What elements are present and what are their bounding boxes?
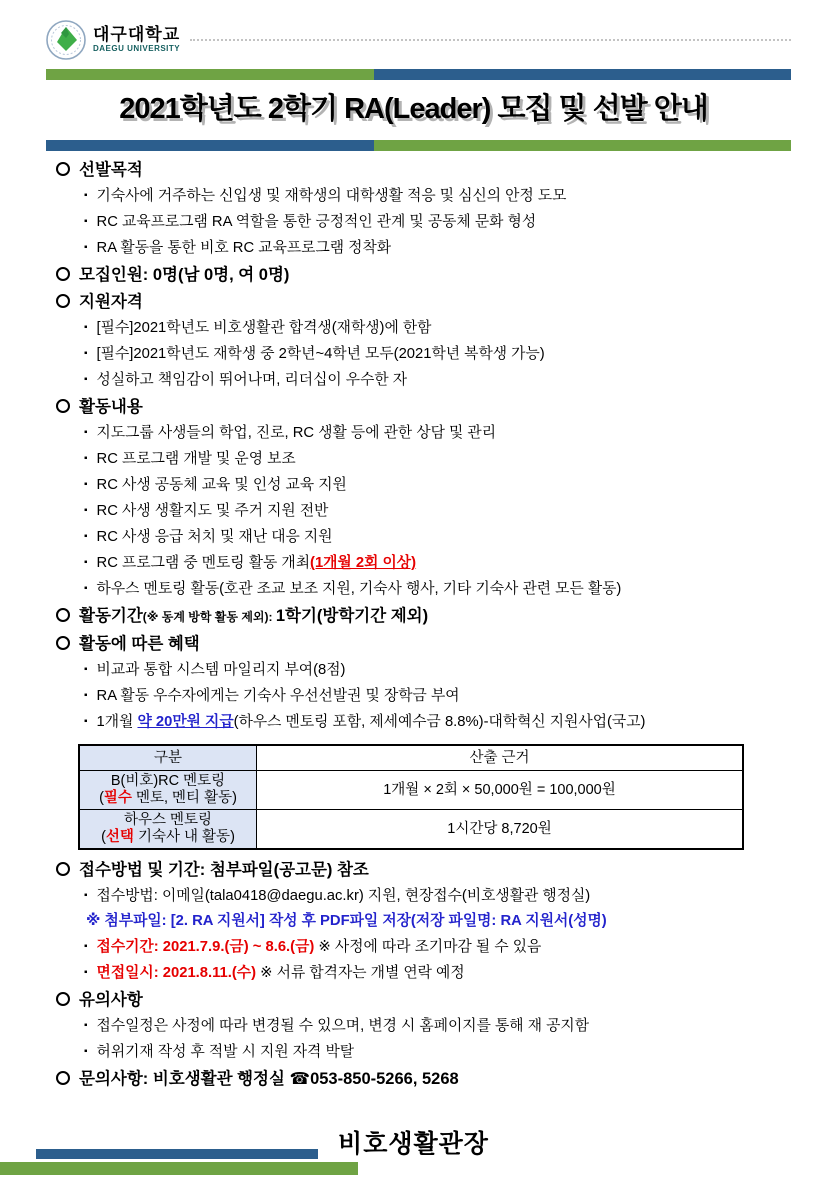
notice-item bbox=[56, 709, 789, 735]
notice-item bbox=[56, 341, 789, 367]
text-segment: 지도그룹 사생들의 학업, 진로, RC 생활 등에 관한 상담 및 관리 bbox=[96, 425, 497, 441]
notice-section-heading bbox=[56, 987, 789, 1013]
text-segment: (하우스 멘토링 포함, 제세예수금 8.8%)-대학혁신 지원사업(국고) bbox=[233, 714, 646, 730]
table-row bbox=[79, 771, 743, 810]
title-band-bottom bbox=[46, 140, 791, 151]
text-segment: RC 사생 공동체 교육 및 인성 교육 지원 bbox=[96, 477, 347, 493]
text-segment: 멘토, 멘티 활동) bbox=[131, 790, 237, 806]
university-name-en: DAEGU UNIVERSITY bbox=[93, 44, 181, 53]
text-segment: 1개월 bbox=[96, 714, 138, 730]
text-segment: 문의사항: 비호생활관 행정실 ☎053-850-5266, 5268 bbox=[79, 1070, 459, 1088]
item-bullet-icon: ▪ bbox=[84, 557, 88, 568]
text-segment: 성실하고 책임감이 뛰어나며, 리더십이 우수한 자 bbox=[96, 372, 408, 388]
notice-item bbox=[56, 883, 789, 909]
table-header-row bbox=[79, 745, 743, 771]
section-bullet-icon bbox=[56, 608, 70, 622]
notice-item bbox=[56, 550, 789, 576]
table-label-cell bbox=[79, 810, 257, 850]
text-segment: 활동내용 bbox=[79, 398, 143, 416]
text-segment: 허위기재 작성 후 적발 시 지원 자격 박탈 bbox=[96, 1044, 355, 1060]
text-segment: 접수방법: 이메일(tala0418@daegu.ac.kr) 지원, 현장접수(비호생활관 행정실) bbox=[96, 888, 591, 904]
notice-item bbox=[56, 472, 789, 498]
text-segment: 접수일정은 사정에 따라 변경될 수 있으며, 변경 시 홈페이지를 통해 재 공지함 bbox=[96, 1018, 589, 1034]
band-green-segment bbox=[374, 140, 791, 151]
text-segment: 하우스 멘토링 bbox=[123, 812, 213, 828]
document-body bbox=[56, 157, 789, 1092]
band-green-segment bbox=[46, 69, 374, 80]
section-bullet-icon bbox=[56, 267, 70, 281]
university-name-ko: 대구대학교 bbox=[93, 25, 181, 44]
item-bullet-icon: ▪ bbox=[84, 890, 88, 901]
notice-section-heading bbox=[56, 289, 789, 315]
item-bullet-icon: ▪ bbox=[84, 374, 88, 385]
item-bullet-icon: ▪ bbox=[84, 716, 88, 727]
header-dotted-rule bbox=[190, 39, 791, 41]
table-label-cell bbox=[79, 771, 257, 810]
text-segment: ( bbox=[99, 790, 104, 806]
text-segment: 하우스 멘토링 활동(호관 조교 보조 지원, 기숙사 행사, 기타 기숙사 관련 모든 활동) bbox=[96, 581, 622, 597]
text-segment: 비교과 통합 시스템 마일리지 부여(8점) bbox=[96, 662, 346, 678]
text-segment: B(비호)RC 멘토링 bbox=[110, 773, 226, 789]
text-segment: RA 활동을 통한 비호 RC 교육프로그램 정착화 bbox=[96, 240, 392, 256]
text-segment: (1개월 2회 이상) bbox=[310, 555, 417, 571]
notice-item bbox=[56, 1039, 789, 1065]
item-bullet-icon: ▪ bbox=[84, 1046, 88, 1057]
text-segment: 접수방법 및 기간: 첨부파일(공고문) 참조 bbox=[79, 861, 369, 879]
item-bullet-icon: ▪ bbox=[84, 453, 88, 464]
notice-document bbox=[0, 20, 827, 1189]
notice-section-heading bbox=[56, 1066, 789, 1092]
notice-item bbox=[56, 209, 789, 235]
footer-band-blue bbox=[36, 1149, 318, 1159]
item-bullet-icon: ▪ bbox=[84, 427, 88, 438]
item-bullet-icon: ▪ bbox=[84, 190, 88, 201]
signature-title: 비호생활관장 bbox=[338, 1130, 489, 1158]
notice-section-heading bbox=[56, 157, 789, 183]
notice-item bbox=[56, 367, 789, 393]
table-value-cell: 1시간당 8,720원 bbox=[257, 810, 744, 850]
notice-item bbox=[56, 934, 789, 960]
text-segment: 활동에 따른 혜택 bbox=[79, 635, 200, 653]
title-band-top bbox=[46, 69, 791, 80]
notice-item bbox=[56, 315, 789, 341]
notice-item bbox=[56, 1013, 789, 1039]
document-title: 2021학년도 2학기 RA(Leader) 모집 및 선발 안내 bbox=[119, 93, 708, 125]
calculation-table bbox=[78, 744, 744, 850]
item-bullet-icon: ▪ bbox=[84, 967, 88, 978]
text-segment: RC 사생 응급 처치 및 재난 대응 지원 bbox=[96, 529, 333, 545]
notice-item bbox=[56, 183, 789, 209]
text-segment: 약 20만원 지급 bbox=[137, 714, 234, 730]
text-segment: 모집인원: 0명(남 0명, 여 0명) bbox=[79, 266, 290, 284]
notice-section-heading bbox=[56, 262, 789, 288]
item-bullet-icon: ▪ bbox=[84, 216, 88, 227]
section-bullet-icon bbox=[56, 992, 70, 1006]
text-segment: RA 활동 우수자에게는 기숙사 우선선발권 및 장학금 부여 bbox=[96, 688, 460, 704]
text-segment: RC 프로그램 개발 및 운영 보조 bbox=[96, 451, 296, 467]
section-bullet-icon bbox=[56, 1071, 70, 1085]
item-bullet-icon: ▪ bbox=[84, 1020, 88, 1031]
item-bullet-icon: ▪ bbox=[84, 505, 88, 516]
section-bullet-icon bbox=[56, 162, 70, 176]
table-header-cell: 구분 bbox=[79, 745, 257, 771]
table-value-cell: 1개월 × 2회 × 50,000원 = 100,000원 bbox=[257, 771, 744, 810]
text-segment: RC 교육프로그램 RA 역할을 통한 긍정적인 관계 및 공동체 문화 형성 bbox=[96, 214, 537, 230]
table-row bbox=[79, 810, 743, 850]
text-segment: ※ 첨부파일: [2. RA 지원서] 작성 후 PDF파일 저장(저장 파일명: RA 지원서(성명) bbox=[86, 913, 607, 929]
item-bullet-icon: ▪ bbox=[84, 479, 88, 490]
notice-section-heading bbox=[56, 603, 789, 630]
notice-item bbox=[56, 235, 789, 261]
item-bullet-icon: ▪ bbox=[84, 531, 88, 542]
text-segment: 선택 bbox=[105, 829, 134, 845]
notice-section-heading bbox=[56, 857, 789, 883]
text-segment: 지원자격 bbox=[79, 293, 143, 311]
section-bullet-icon bbox=[56, 399, 70, 413]
item-bullet-icon: ▪ bbox=[84, 941, 88, 952]
item-bullet-icon: ▪ bbox=[84, 690, 88, 701]
notice-item bbox=[56, 524, 789, 550]
notice-item bbox=[56, 960, 789, 986]
university-name bbox=[93, 26, 180, 54]
table-label-line bbox=[84, 812, 252, 829]
item-bullet-icon: ▪ bbox=[84, 664, 88, 675]
text-segment: [필수]2021학년도 비호생활관 합격생(재학생)에 한함 bbox=[96, 320, 432, 336]
notice-item bbox=[56, 446, 789, 472]
notice-item bbox=[56, 498, 789, 524]
item-bullet-icon: ▪ bbox=[84, 242, 88, 253]
text-segment: ( bbox=[101, 829, 106, 845]
table-label-line bbox=[84, 829, 252, 846]
notice-section-heading bbox=[56, 631, 789, 657]
text-segment: ※ 사정에 따라 조기마감 될 수 있음 bbox=[314, 939, 542, 955]
notice-item bbox=[56, 576, 789, 602]
notice-item bbox=[56, 420, 789, 446]
text-segment: 필수 bbox=[103, 790, 132, 806]
text-segment: RC 프로그램 중 멘토링 활동 개최 bbox=[96, 555, 311, 571]
text-segment: 활동기간 bbox=[79, 607, 143, 625]
section-bullet-icon bbox=[56, 636, 70, 650]
text-segment: 면접일시: 2021.8.11.(수) bbox=[96, 965, 257, 981]
text-segment: 1학기(방학기간 제외) bbox=[275, 607, 429, 625]
text-segment: 접수기간: 2021.7.9.(금) ~ 8.6.(금) bbox=[96, 939, 315, 955]
band-blue-segment bbox=[46, 140, 374, 151]
text-segment: 선발목적 bbox=[79, 161, 143, 179]
notice-item bbox=[56, 657, 789, 683]
item-bullet-icon: ▪ bbox=[84, 348, 88, 359]
table-header-cell: 산출 근거 bbox=[257, 745, 744, 771]
table-label-line bbox=[84, 790, 252, 807]
text-segment: 유의사항 bbox=[79, 991, 143, 1009]
band-blue-segment bbox=[374, 69, 791, 80]
notice-item bbox=[56, 683, 789, 709]
text-segment: 기숙사 내 활동) bbox=[133, 829, 235, 845]
text-segment: RC 사생 생활지도 및 주거 지원 전반 bbox=[96, 503, 329, 519]
notice-item bbox=[56, 909, 789, 934]
notice-section-heading bbox=[56, 394, 789, 420]
text-segment: 기숙사에 거주하는 신입생 및 재학생의 대학생활 적응 및 심신의 안정 도모 bbox=[96, 188, 567, 204]
section-bullet-icon bbox=[56, 862, 70, 876]
item-bullet-icon: ▪ bbox=[84, 322, 88, 333]
item-bullet-icon: ▪ bbox=[84, 583, 88, 594]
text-segment: (※ 동계 방학 활동 제외): bbox=[142, 610, 276, 624]
table-label-line bbox=[84, 773, 252, 790]
section-bullet-icon bbox=[56, 294, 70, 308]
text-segment: ※ 서류 합격자는 개별 연락 예정 bbox=[256, 965, 465, 981]
page-header bbox=[46, 20, 791, 60]
text-segment: [필수]2021학년도 재학생 중 2학년~4학년 모두(2021학년 복학생 가능) bbox=[96, 346, 545, 362]
university-seal-icon bbox=[46, 20, 86, 60]
